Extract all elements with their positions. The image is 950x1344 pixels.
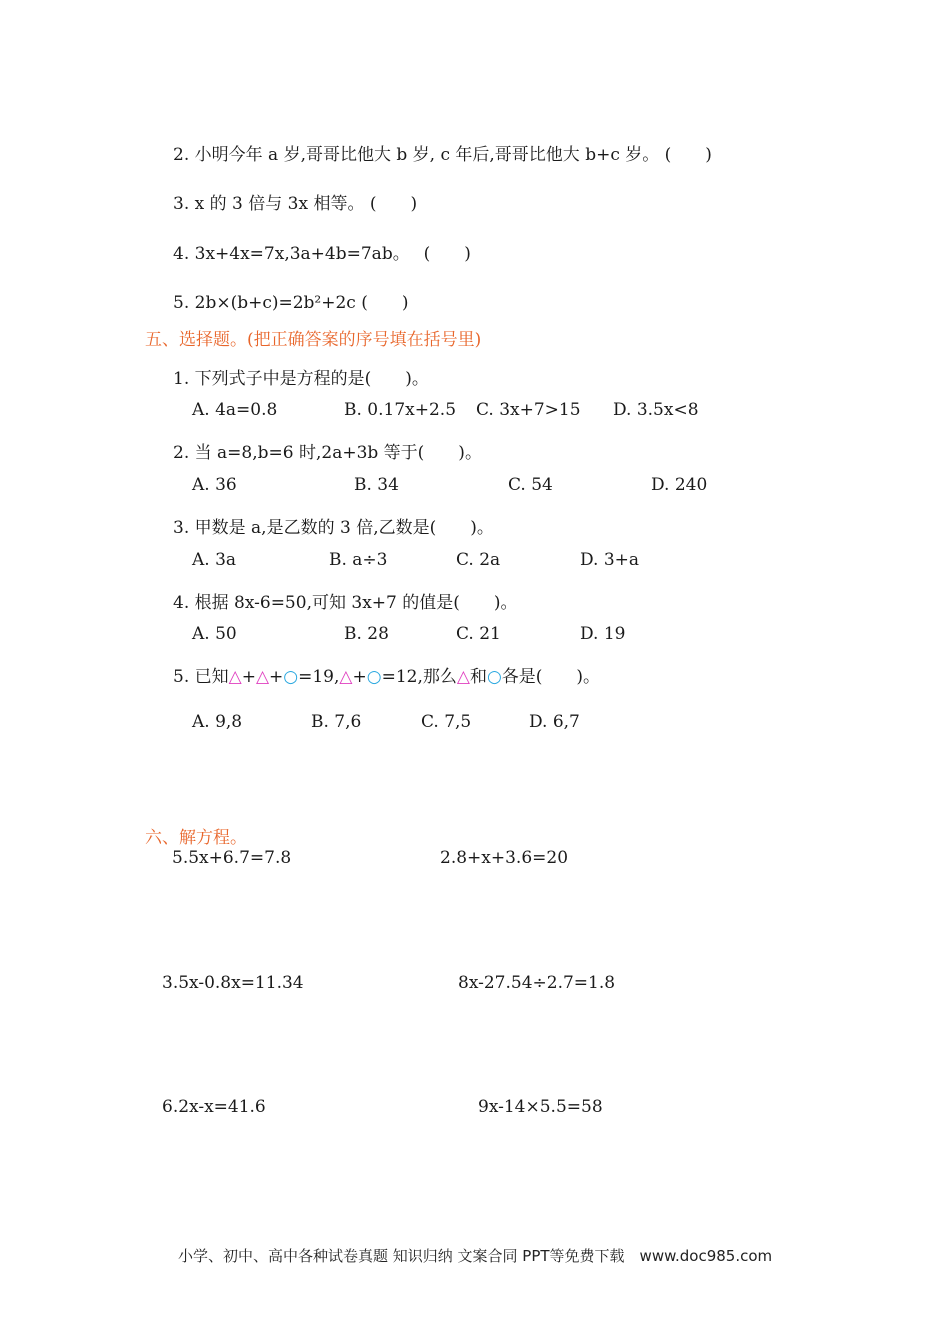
choice-q4-option-b: B. 28	[344, 624, 389, 644]
choice-q2-option-c: C. 54	[508, 475, 553, 495]
q5-eq2: =12,那么	[381, 667, 457, 687]
q5-plus: +	[352, 667, 367, 687]
choice-q3-option-a: A. 3a	[192, 550, 237, 570]
choice-q5-option-c: C. 7,5	[421, 712, 472, 732]
choice-q4-option-d: D. 19	[580, 624, 626, 644]
choice-q3-stem: 3. 甲数是 a,是乙数的 3 倍,乙数是( )。	[173, 518, 494, 538]
choice-q3-option-b: B. a÷3	[329, 550, 388, 570]
choice-q1-option-c: C. 3x+7>15	[476, 400, 581, 420]
choice-q1-stem: 1. 下列式子中是方程的是( )。	[173, 369, 429, 389]
choice-q2-option-a: A. 36	[192, 475, 237, 495]
equation-6: 9x-14×5.5=58	[478, 1097, 603, 1117]
equation-5: 6.2x-x=41.6	[162, 1097, 266, 1117]
judge-item-4: 4. 3x+4x=7x,3a+4b=7ab。 ( )	[173, 244, 471, 264]
choice-q5-option-d: D. 6,7	[529, 712, 580, 732]
triangle-icon: △	[255, 667, 270, 687]
circle-icon: ○	[486, 667, 502, 687]
triangle-icon: △	[339, 667, 353, 687]
choice-q2-option-d: D. 240	[651, 475, 708, 495]
triangle-icon: △	[456, 667, 470, 687]
choice-q4-stem: 4. 根据 8x-6=50,可知 3x+7 的值是( )。	[173, 593, 518, 613]
choice-q4-option-c: C. 21	[456, 624, 501, 644]
q5-eq1: =19,	[298, 667, 340, 687]
q5-plus: +	[241, 667, 256, 687]
choice-q1-option-b: B. 0.17x+2.5	[344, 400, 457, 420]
choice-q1-option-a: A. 4a=0.8	[192, 400, 278, 420]
q5-and: 和	[469, 667, 487, 687]
choice-q1-option-d: D. 3.5x<8	[613, 400, 699, 420]
equation-1: 5.5x+6.7=7.8	[172, 848, 292, 868]
choice-q2-option-b: B. 34	[354, 475, 399, 495]
choice-q3-option-d: D. 3+a	[580, 550, 640, 570]
equation-2: 2.8+x+3.6=20	[440, 848, 569, 868]
judge-item-5: 5. 2b×(b+c)=2b²+2c ( )	[173, 293, 409, 313]
q5-suffix: 各是( )。	[501, 667, 601, 687]
q5-plus: +	[269, 667, 284, 687]
circle-icon: ○	[283, 667, 299, 687]
choice-q3-option-c: C. 2a	[456, 550, 501, 570]
choice-q5-stem	[173, 662, 600, 687]
choice-q5-option-b: B. 7,6	[311, 712, 362, 732]
section-5-title: 五、选择题。(把正确答案的序号填在括号里)	[145, 330, 482, 350]
triangle-icon: △	[228, 667, 242, 687]
judge-item-3: 3. x 的 3 倍与 3x 相等。 ( )	[173, 194, 418, 214]
q5-prefix: 5. 已知	[173, 667, 229, 687]
page-footer: 小学、初中、高中各种试卷真题 知识归纳 文案合同 PPT等免费下载 www.doc985.com	[178, 1247, 773, 1265]
equation-3: 3.5x-0.8x=11.34	[162, 973, 304, 993]
choice-q4-option-a: A. 50	[192, 624, 237, 644]
section-6-title: 六、解方程。	[145, 828, 247, 848]
choice-q5-option-a: A. 9,8	[192, 712, 243, 732]
circle-icon: ○	[366, 667, 382, 687]
judge-item-2: 2. 小明今年 a 岁,哥哥比他大 b 岁, c 年后,哥哥比他大 b+c 岁。 ( )	[173, 145, 712, 165]
equation-4: 8x-27.54÷2.7=1.8	[458, 973, 616, 993]
choice-q2-stem: 2. 当 a=8,b=6 时,2a+3b 等于( )。	[173, 443, 482, 463]
